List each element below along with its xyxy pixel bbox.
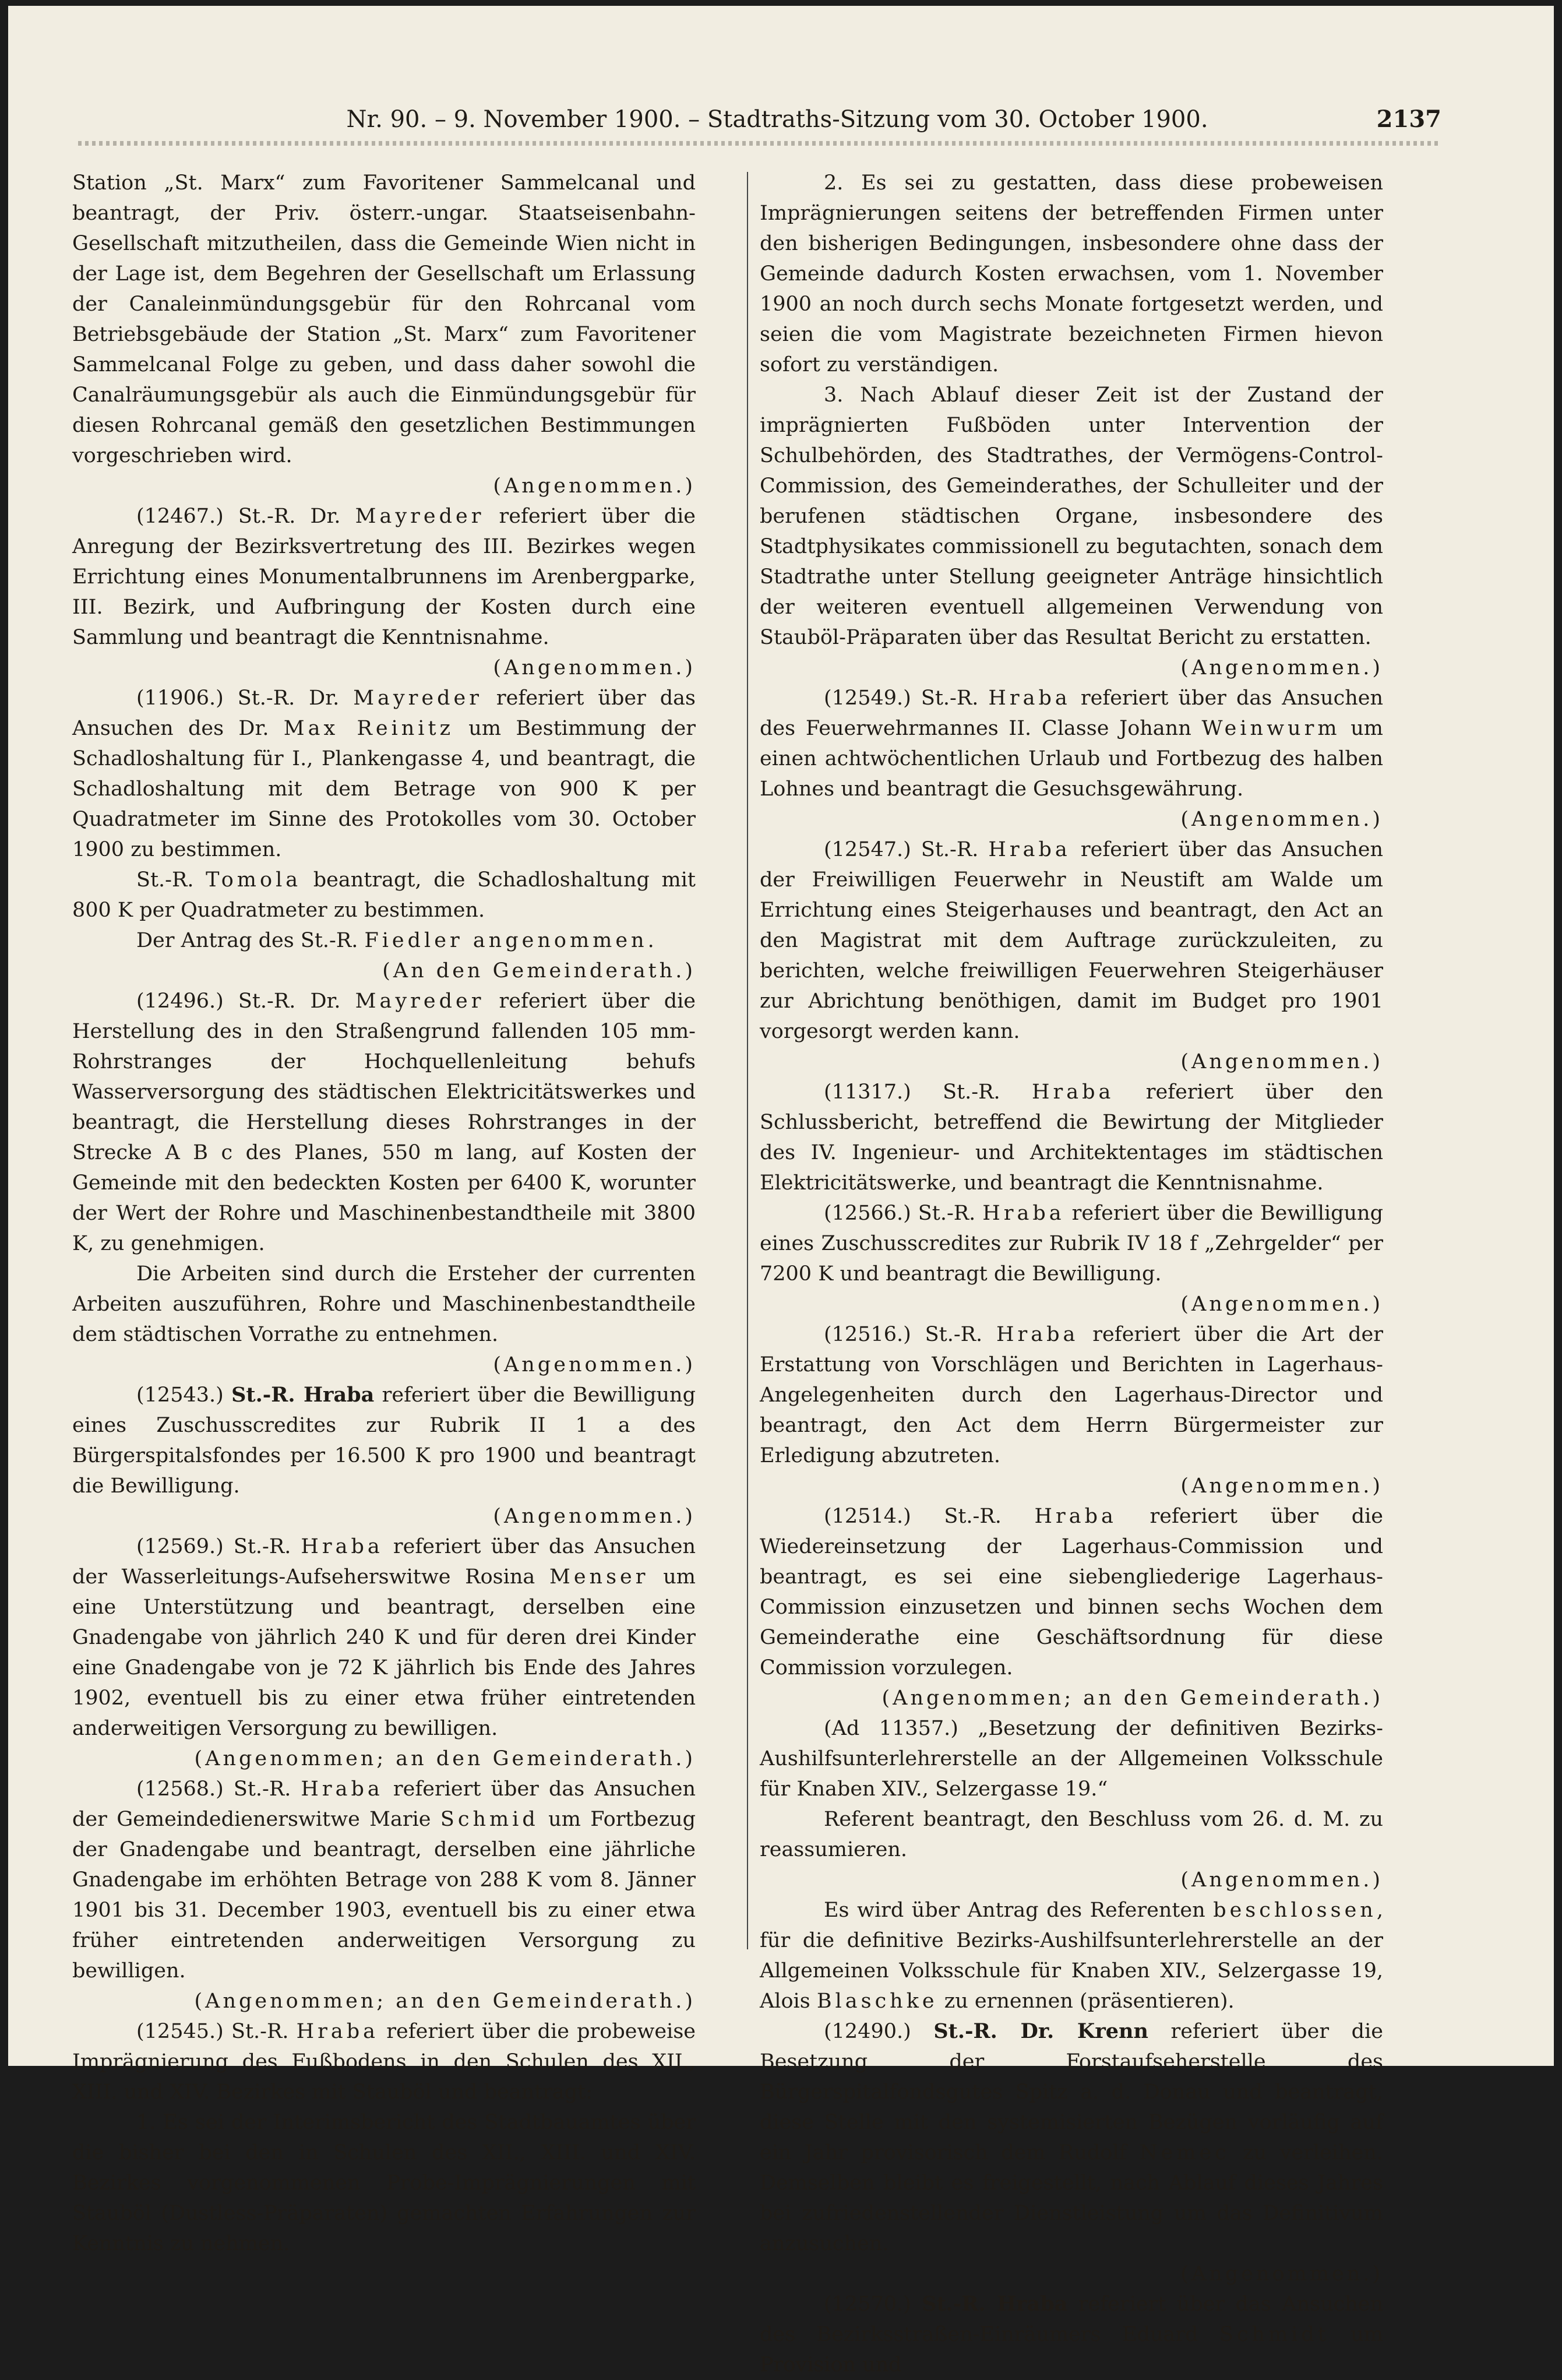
person-name: Mayreder — [355, 505, 485, 528]
paragraph: 2. Es sei zu gestatten, dass diese probeweisen Imprägnierungen seitens der betreffenden Firmen unter den bisherigen Bedingungen, insbesondere ohne dass der Gemeinde dadurch Kosten erwachsen, vom 1. November 1900 an noch durch sechs Monate fortgesetzt werden, und seien die vom Magistrate bezeichneten Firmen hievon sofort zu verständigen. — [760, 171, 1383, 376]
paragraph: (12514.) St.-R. Hraba referiert über die Wiedereinsetzung der Lagerhaus-Commission und beantragt, es sei eine siebengliederige Lagerhaus-Commission einzusetzen und binnen sechs Wochen dem Gemeinderathe eine Geschäftsordnung für diese Commission vorzulegen. — [760, 1505, 1384, 1680]
paragraph: Station „St. Marx“ zum Favoritener Sammelcanal und beantragt, der Priv. österr.-ungar. Staatseisenbahn-Gesellschaft mitzutheilen, dass die Gemeinde Wien nicht in der Lage ist, dem Begehren der Gesellschaft um Erlassung der Canaleinmündungsgebür für den Rohrcanal vom Betriebsgebäude der Station „St. Marx“ zum Favoritener Sammelcanal Folge zu geben, und dass daher sowohl die Canalräumungsgebür als auch die Einmündungsgebür für diesen Rohrcanal gemäß den gesetzlichen Bestimmungen vorgeschrieben wird. — [72, 171, 696, 467]
resolution: (Angenommen.) — [493, 656, 696, 680]
resolution: (Angenommen.) — [1180, 2262, 1383, 2286]
paragraph: (12545.) St.-R. Hraba referiert über die probeweise Imprägnierung des Fußbodens in den Schulen des XII., XIII. und XIV. Bezirkes mit Stauböl und beantragt: — [72, 2020, 696, 2104]
person-name: Blaschke — [816, 1990, 938, 2013]
person-name: Weinwurm — [1201, 717, 1341, 740]
resolution: (Angenommen.) — [493, 474, 696, 498]
paragraph: 1. Es sei der Interimsbericht des Stadtbauamtes über die bisher bei den in Schulen des XII., XIII. und XIV. Bezirkes vorgenommenen Probe-Imprägnierungen mit Stauböl (Dustless-Präparaten) gemachten Erfahrungen zur Kenntnis zu nehmen. — [72, 2111, 696, 2255]
paragraph: (12570.) St.-R. Hraba referiert über das Ansuchen des Bezirksstraßen-Einräumers Eduard Schmidt um Provision und — [760, 2292, 1384, 2377]
resolution: (Angenommen.) — [493, 1505, 696, 1528]
paragraph: (11906.) St.-R. Dr. Mayreder referiert über das Ansuchen des Dr. Max Reinitz um Bestimmung der Schadloshaltung für I., Plankengasse 4, und beantragt, die Schadloshaltung mit dem Betrage von 900 K per Quadratmeter im Sinne des Protokolles vom 30. October 1900 zu bestimmen. — [72, 686, 696, 861]
paragraph: Die Arbeiten sind durch die Ersteher der currenten Arbeiten auszuführen, Rohre und Maschinenbestandtheile dem städtischen Vorrathe zu entnehmen. — [72, 1262, 696, 1346]
person-name: St.-R. Hraba — [231, 1383, 375, 1407]
resolution: (Angenommen; an den Gemeinderath.) — [194, 1990, 696, 2013]
resolution: (Angenommen; an den Gemeinderath.) — [882, 1687, 1383, 1710]
paragraph: Der Antrag des St.-R. Fiedler angenommen. — [136, 929, 658, 952]
person-name: Hraba — [1031, 1080, 1115, 1104]
resolution: (Angenommen; an den Gemeinderath.) — [194, 1747, 696, 1770]
left-column — [72, 168, 696, 2259]
person-name: Hraba — [982, 1202, 1065, 1225]
person-name: Nemec — [1140, 2141, 1230, 2164]
resolution: (An den Gemeinderath.) — [382, 959, 696, 983]
person-name: Schmid — [440, 1808, 539, 1831]
person-name: St.-R. Dr. Krenn — [933, 2019, 1148, 2043]
resolution: (Angenommen.) — [493, 1353, 696, 1376]
resolution: (Angenommen.) — [1180, 1293, 1383, 1316]
person-name: Menser — [549, 1565, 649, 1589]
newspaper-page — [8, 6, 1554, 2377]
paragraph: (12568.) St.-R. Hraba referiert über das Ansuchen der Gemeindedienerswitwe Marie Schmid um Fortbezug der Gnadengabe und beantragt, derselben eine jährliche Gnadengabe im erhöhten Betrage von 288 K vom 8. Jänner 1901 bis 31. December 1903, eventuell bis zu einer etwa früher eintretenden anderweitigen Versorgung zu bewilligen. — [72, 1777, 696, 1983]
person-name: Hraba — [996, 1323, 1079, 1346]
paragraph: Es wird über Antrag des Referenten beschlossen, für die definitive Bezirks-Aushilfsunterlehrerstelle an der Allgemeinen Volksschule für Knaben XIV., Selzergasse 19, Alois Blaschke zu ernennen (präsentieren). — [760, 1899, 1383, 2013]
paragraph: (12543.) St.-R. Hraba referiert über die Bewilligung eines Zuschusscredites zur Rubrik II 1 a des Bürgerspitalsfondes per 16.500 K pro 1900 und beantragt die Bewilligung. — [72, 1383, 696, 1498]
paragraph: (12566.) St.-R. Hraba referiert über die Bewilligung eines Zuschusscredites zur Rubrik IV 18 f „Zehrgelder“ per 7200 K und beantragt die Bewilligung. — [760, 1202, 1384, 1286]
right-column — [760, 168, 1383, 2380]
column-divider — [747, 172, 748, 1949]
header-rule — [78, 141, 1441, 146]
paragraph: 3. Nach Ablauf dieser Zeit ist der Zustand der imprägnierten Fußböden unter Intervention der Schulbehörden, des Stadtrathes, der Vermögens-Control-Commission, des Gemeinderathes, der Schulleiter und der berufenen städtischen Organe, insbesondere des Stadtphysikates commissionell zu begutachten, sonach dem Stadtrathe unter Stellung geeigneter Anträge hinsichtlich der weiteren eventuell allgemeinen Verwendung von Stauböl-Präparaten über das Resultat Bericht zu erstatten. — [760, 383, 1383, 649]
resolution: (Angenommen.) — [1180, 1474, 1383, 1498]
person-name: Max Reinitz — [283, 717, 454, 740]
person-name: Hraba — [988, 838, 1071, 861]
person-name: Schmidt — [1219, 2323, 1330, 2346]
person-name: Tomola — [206, 868, 302, 892]
person-name: Hraba — [301, 1777, 383, 1801]
resolution: (Angenommen.) — [1180, 656, 1383, 680]
person-name: Hraba — [988, 686, 1071, 710]
page-number: 2137 — [1376, 105, 1441, 133]
emphasis: beschlossen — [1213, 1899, 1377, 1922]
paragraph: (11317.) St.-R. Hraba referiert über den Schlussbericht, betreffend die Bewirtung der Mitglieder des IV. Ingenieur- und Architektentages im städtischen Elektricitätswerke, und beantragt die Kenntnisnahme. — [760, 1080, 1383, 1195]
header-title: Nr. 90. – 9. November 1900. – Stadtraths-Sitzung vom 30. October 1900. — [346, 106, 1208, 133]
paragraph: (12496.) St.-R. Dr. Mayreder referiert über die Herstellung des in den Straßengrund fallenden 105 mm-Rohrstranges der Hochquellenleitung behufs Wasserversorgung des städtischen Elektricitätswerkes und beantragt, die Herstellung dieses Rohrstranges in der Strecke A B c des Planes, 550 m lang, auf Kosten der Gemeinde mit den bedeckten Kosten per 6400 K, worunter der Wert der Rohre und Maschinenbestandtheile mit 3800 K, zu genehmigen. — [72, 990, 696, 1255]
paragraph: (12569.) St.-R. Hraba referiert über das Ansuchen der Wasserleitungs-Aufseherswitwe Rosina Menser um eine Unterstützung und beantragt, derselben eine Gnadengabe von jährlich 240 K und für deren drei Kinder eine Gnadengabe von je 72 K jährlich bis Ende des Jahres 1902, eventuell bis zu einer etwa früher eintretenden anderweitigen Versorgung zu bewilligen. — [72, 1535, 696, 1740]
paragraph: St.-R. Tomola beantragt, die Schadloshaltung mit 800 K per Quadratmeter zu bestimmen. — [72, 868, 696, 922]
paragraph: (12516.) St.-R. Hraba referiert über die Art der Erstattung von Vorschlägen und Berichten in Lagerhaus-Angelegenheiten durch den Lagerhaus-Director und beantragt, den Act dem Herrn Bürgermeister zur Erledigung abzutreten. — [760, 1323, 1383, 1467]
person-name: St.-R. Hraba — [922, 2292, 1068, 2316]
paragraph: (Ad 11357.) „Besetzung der definitiven Bezirks-Aushilfsunterlehrerstelle an der Allgemeinen Volksschule für Knaben XIV., Selzergasse 19.“ — [760, 1717, 1383, 1801]
paragraph: (12547.) St.-R. Hraba referiert über das Ansuchen der Freiwilligen Feuerwehr in Neustift am Walde um Errichtung eines Steigerhauses und beantragt, den Act an den Magistrat mit dem Auftrage zurückzuleiten, zu berichten, welche freiwilligen Feuerwehren Steigerhäuser zur Abrichtung benöthigen, damit im Budget pro 1901 vorgesorgt werden kann. — [760, 838, 1384, 1043]
paragraph: Referent beantragt, den Beschluss vom 26. d. M. zu reassumieren. — [760, 1808, 1383, 1861]
person-name: Hraba — [296, 2020, 379, 2043]
resolution: (Angenommen.) — [1180, 1868, 1383, 1892]
paragraph: (12549.) St.-R. Hraba referiert über das Ansuchen des Feuerwehrmannes II. Classe Johann Weinwurm um einen achtwöchentlichen Urlaub und Fortbezug des halben Lohnes und beantragt die Gesuchsgewährung. — [760, 686, 1384, 801]
person-name: Mayreder — [353, 686, 482, 710]
page-header — [113, 102, 1441, 137]
resolution: (Angenommen.) — [1180, 808, 1383, 831]
person-name: Fiedler angenommen. — [364, 929, 658, 952]
person-name: Mayreder — [355, 990, 485, 1013]
resolution: (Angenommen.) — [1180, 1050, 1383, 1073]
person-name: Hraba — [301, 1535, 383, 1558]
person-name: Hraba — [1034, 1505, 1117, 1528]
paragraph: (12490.) St.-R. Dr. Krenn referiert über die Besetzung der Forstaufseherstelle des Bürgerspitalfondsgutes Spitz a. d. Donau und beantragt, diese Stelle mit den systemisierten Bezügen vorläufig auf ein Jahr provisorisch dem Rudolf Nemec zu verleihen. Demselben bleibt es freigestellt, nach Ablauf dieses Jahres bei zufriedenstellender Dienstleistung um das Definitivum anzusuchen. — [760, 2019, 1383, 2255]
paragraph: (12467.) St.-R. Dr. Mayreder referiert über die Anregung der Bezirksvertretung des III. Bezirkes wegen Errichtung eines Monumentalbrunnens im Arenbergparke, III. Bezirk, und Aufbringung der Kosten durch eine Sammlung und beantragt die Kenntnisnahme. — [72, 505, 696, 649]
